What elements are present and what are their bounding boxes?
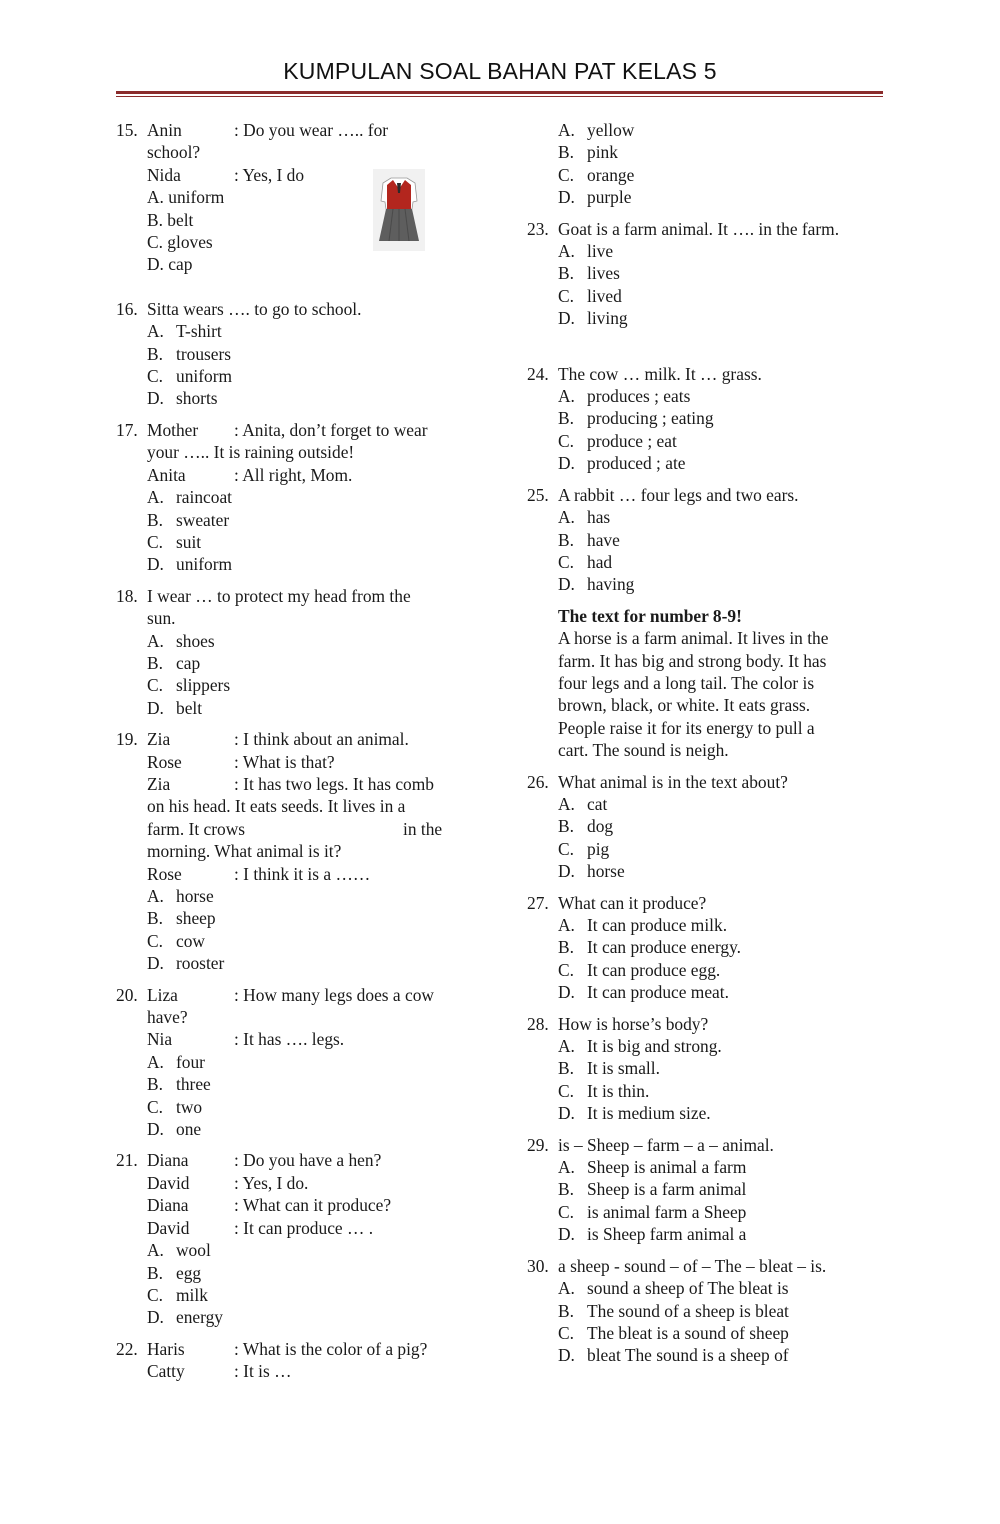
- option: B. producing ; eating: [558, 408, 714, 429]
- option: A. T-shirt: [147, 321, 222, 342]
- question-29: 29. is – Sheep – farm – a – animal. A. Sheep is animal a farm B. Sheep is a farm animal C. is animal farm a Sheep D. is Sheep farm animal a: [527, 1134, 897, 1246]
- option: A. Sheep is animal a farm: [558, 1157, 747, 1178]
- option: C. pig: [558, 838, 610, 859]
- option: B. have: [558, 529, 620, 550]
- option: B. egg: [147, 1262, 202, 1283]
- page-title: KUMPULAN SOAL BAHAN PAT KELAS 5: [283, 58, 717, 84]
- option: C. two: [147, 1096, 203, 1117]
- option: D. living: [558, 308, 628, 329]
- option: D. bleat The sound is a sheep of: [558, 1345, 789, 1366]
- option: A. shoes: [147, 630, 215, 651]
- option: C. uniform: [147, 366, 233, 387]
- option: B. The sound of a sheep is bleat: [558, 1300, 789, 1321]
- option: A. uniform: [147, 187, 225, 208]
- question-18: 18. I wear … to protect my head from the sun. A. shoes B. cap C. slippers D. belt: [116, 585, 476, 719]
- option: A. It is big and strong.: [558, 1036, 722, 1057]
- question-20: 20. Liza : How many legs does a cow have? Nia : It has …. legs. A. four B. three C. two D. one: [116, 984, 476, 1141]
- question-24: 24. The cow … milk. It … grass. A. produces ; eats B. producing ; eating C. produce ; eat D. produced ; ate: [527, 363, 897, 475]
- option: C. lived: [558, 285, 622, 306]
- option: C. suit: [147, 531, 202, 552]
- option: A. produces ; eats: [558, 386, 691, 407]
- school-uniform-icon: [373, 169, 425, 251]
- option: A. wool: [147, 1240, 211, 1261]
- option: C. The bleat is a sound of sheep: [558, 1322, 789, 1343]
- option: D. rooster: [147, 953, 225, 974]
- question-15: 15. Anin : Do you wear ….. for school? Nida : Yes, I do A. uniform B. belt C. gloves D. cap: [116, 119, 476, 276]
- question-22-options: [527, 119, 897, 209]
- option: A. live: [558, 241, 614, 262]
- option: B. sheep: [147, 908, 216, 929]
- option: C. milk: [147, 1284, 208, 1305]
- option: C. cow: [147, 930, 205, 951]
- passage-line: A horse is a farm animal. It lives in the: [558, 628, 829, 649]
- option: C. gloves: [147, 232, 213, 253]
- option: D. cap: [147, 254, 193, 275]
- option: B. lives: [558, 263, 620, 284]
- option: B. trousers: [147, 343, 232, 364]
- option: A. has: [558, 507, 611, 528]
- option: A. It can produce milk.: [558, 915, 728, 935]
- option: D. uniform: [147, 554, 233, 575]
- option: C. orange: [558, 164, 635, 185]
- option: D. belt: [147, 697, 203, 718]
- option: A. yellow: [558, 120, 635, 140]
- option: D. shorts: [147, 388, 218, 409]
- option: D. having: [558, 574, 635, 595]
- option: A. raincoat: [147, 487, 233, 508]
- option: C. produce ; eat: [558, 430, 677, 451]
- passage-heading: The text for number 8-9!: [558, 605, 742, 626]
- option: B. sweater: [147, 509, 230, 530]
- passage-line: cart. The sound is neigh.: [558, 740, 729, 761]
- passage-line: farm. It has big and strong body. It has: [558, 650, 827, 671]
- question-22: 22. Haris : What is the color of a pig? Catty : It is …: [116, 1338, 428, 1382]
- option: A. horse: [147, 886, 214, 906]
- question-27: 27. What can it produce? A. It can produce milk. B. It can produce energy. C. It can produce egg. D. It can produce meat.: [527, 892, 897, 1004]
- option: B. It is small.: [558, 1058, 660, 1079]
- question-19: 19. Zia : I think about an animal. Rose : What is that? Zia : It has two legs. It has comb on his head. It eats seeds. It lives in a farm. It crows in the morning. What animal is it? Rose : I think it is a …… A. horse B. sheep C. cow D. rooster: [116, 728, 476, 974]
- question-30: 30. a sheep - sound – of – The – bleat – is. A. sound a sheep of The bleat is B. The sound of a sheep is bleat C. The bleat is a sound of sheep D. bleat The sound is a sheep of: [527, 1255, 897, 1367]
- option: C. It is thin.: [558, 1080, 650, 1101]
- option: B. cap: [147, 652, 201, 673]
- option: B. Sheep is a farm animal: [558, 1179, 747, 1200]
- question-16: 16. Sitta wears …. to go to school. A. T-shirt B. trousers C. uniform D. shorts: [116, 298, 476, 410]
- option: B. dog: [558, 816, 614, 837]
- option: D. is Sheep farm animal a: [558, 1224, 747, 1245]
- option: D. one: [147, 1119, 202, 1140]
- option: D. It is medium size.: [558, 1103, 711, 1124]
- passage-line: four legs and a long tail. The color is: [558, 672, 815, 693]
- question-25: 25. A rabbit … four legs and two ears. A. has B. have C. had D. having: [527, 484, 897, 596]
- option: C. is animal farm a Sheep: [558, 1201, 747, 1222]
- option: B. It can produce energy.: [558, 937, 742, 958]
- passage-line: brown, black, or white. It eats grass.: [558, 695, 811, 716]
- question-21: 21. Diana : Do you have a hen? David : Yes, I do. Diana : What can it produce? David : It can produce … . A. wool B. egg C. milk D. energy: [116, 1149, 476, 1328]
- option: C. It can produce egg.: [558, 959, 721, 980]
- option: D. It can produce meat.: [558, 982, 729, 1003]
- option: C. slippers: [147, 675, 231, 696]
- option: A. four: [147, 1051, 205, 1072]
- question-26: 26. What animal is in the text about? A. cat B. dog C. pig D. horse: [527, 771, 897, 883]
- question-23: 23. Goat is a farm animal. It …. in the farm. A. live B. lives C. lived D. living: [527, 218, 897, 330]
- reading-passage: [527, 605, 897, 762]
- option: D. purple: [558, 187, 632, 208]
- left-column: [116, 119, 476, 1383]
- option: D. horse: [558, 861, 625, 882]
- option: A. cat: [558, 793, 608, 814]
- option: C. had: [558, 551, 613, 572]
- right-column: [527, 119, 897, 1367]
- title-rule-thick: [116, 91, 883, 94]
- passage-line: People raise it for its energy to pull a: [558, 717, 815, 738]
- option: D. energy: [147, 1307, 224, 1328]
- option: A. sound a sheep of The bleat is: [558, 1278, 789, 1299]
- title-rule-thin: [116, 96, 883, 97]
- option: B. belt: [147, 209, 194, 230]
- question-17: 17. Mother : Anita, don’t forget to wear your ….. It is raining outside! Anita : All right, Mom. A. raincoat B. sweater C. suit D. uniform: [116, 419, 476, 576]
- option: D. produced ; ate: [558, 453, 686, 474]
- question-28: 28. How is horse’s body? A. It is big and strong. B. It is small. C. It is thin. D. It is medium size.: [527, 1013, 897, 1125]
- option: B. pink: [558, 142, 618, 163]
- option: B. three: [147, 1074, 211, 1095]
